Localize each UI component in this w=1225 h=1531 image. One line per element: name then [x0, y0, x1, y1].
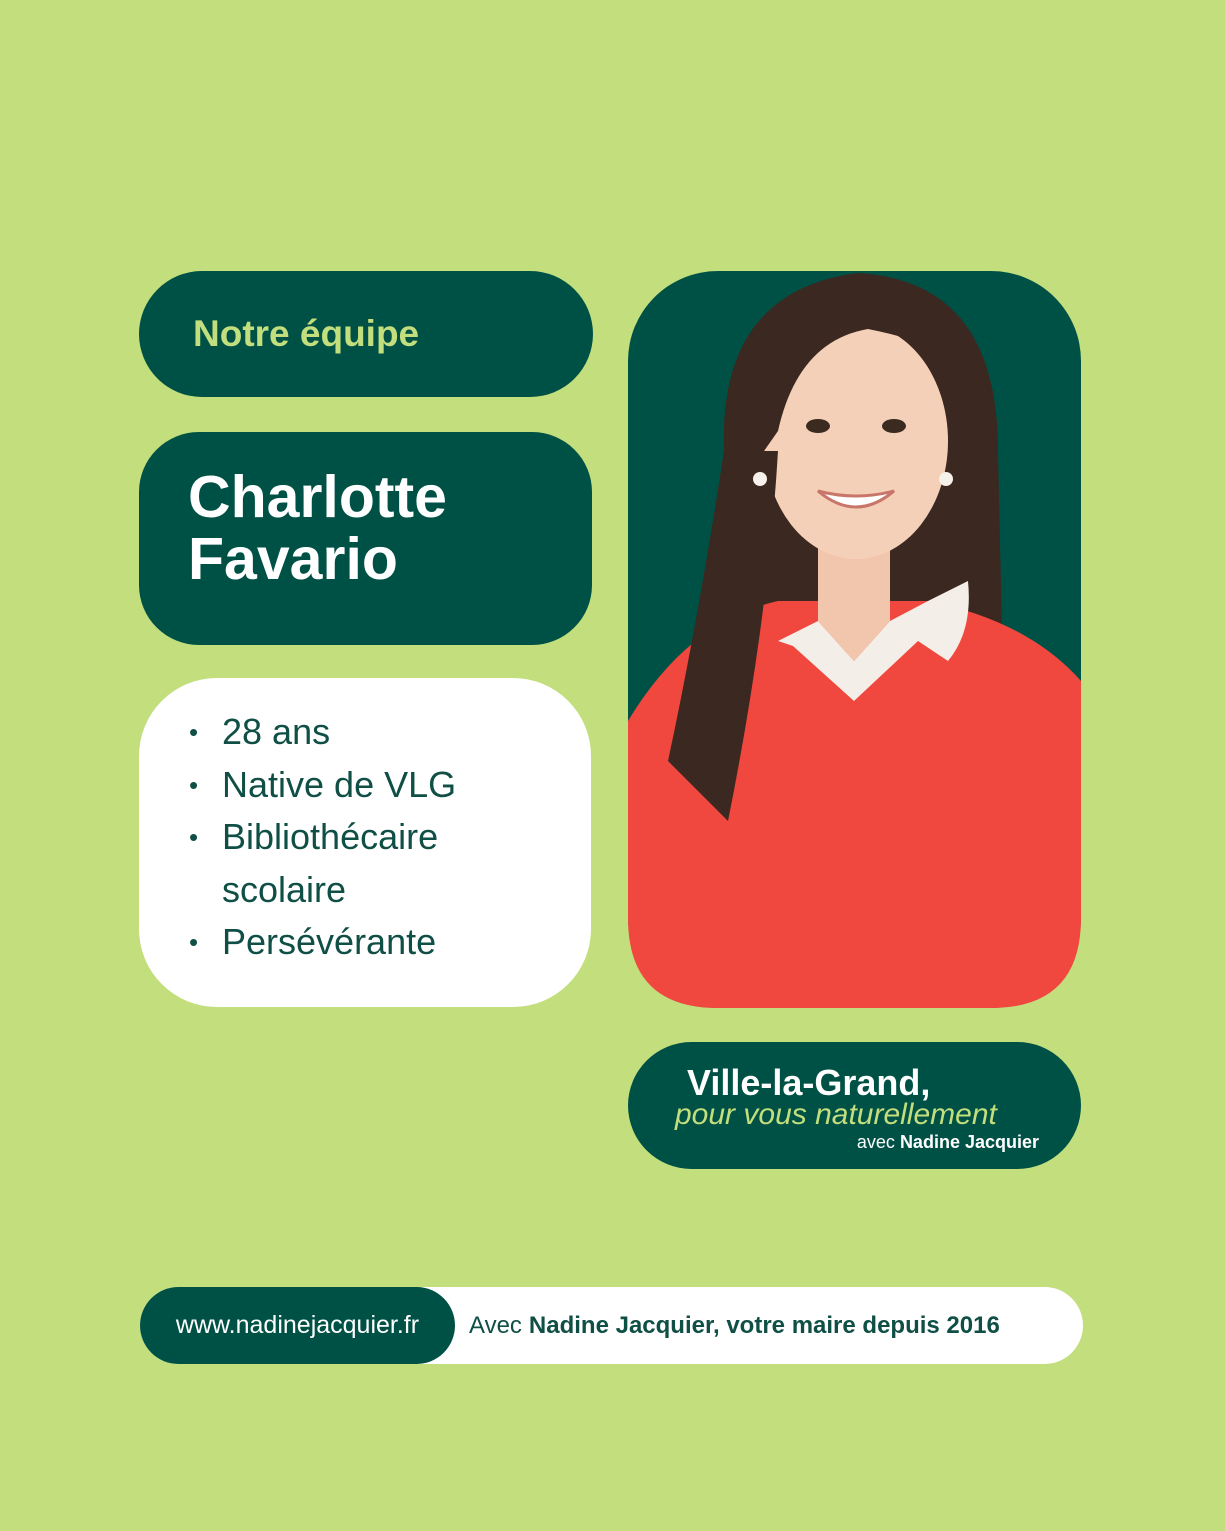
bullet-icon: • — [189, 717, 199, 747]
bullet-icon: • — [189, 769, 199, 800]
team-tag-label: Notre équipe — [193, 313, 420, 354]
member-first-name: Charlotte — [188, 464, 447, 530]
portrait-photo-icon — [628, 201, 1081, 1008]
member-last-name: Favario — [188, 526, 398, 592]
slogan-with-name: Nadine Jacquier — [899, 1132, 1039, 1152]
footer-bar — [140, 1287, 1083, 1364]
slogan-tagline: pour vous naturellement — [675, 1098, 997, 1131]
footer-prefix: Avec — [469, 1311, 522, 1339]
bullet-icon: • — [189, 822, 199, 852]
footer-mayor-text: Nadine Jacquier, votre maire depuis 2016 — [528, 1311, 1000, 1339]
fact-item — [187, 811, 522, 916]
facts-list — [187, 706, 591, 969]
fact-item — [187, 916, 522, 969]
slogan-with — [857, 1132, 1039, 1153]
fact-text: Bibliothécaire scolaire — [222, 816, 439, 910]
fact-item — [187, 706, 522, 759]
member-facts-card — [139, 678, 591, 1007]
bullet-icon: • — [189, 927, 199, 957]
footer-text — [469, 1287, 1000, 1364]
slogan-with-prefix: avec — [856, 1132, 895, 1152]
fact-text: 28 ans — [222, 711, 331, 752]
campaign-slogan-badge — [628, 1042, 1081, 1169]
slogan-city: Ville-la-Grand, — [687, 1062, 931, 1103]
member-name-card — [139, 432, 592, 645]
fact-item — [187, 759, 522, 812]
member-photo — [628, 271, 1081, 1008]
team-tag — [139, 271, 593, 397]
fact-text: Persévérante — [222, 921, 437, 962]
website-link[interactable]: www.nadinejacquier.fr — [140, 1287, 455, 1364]
fact-text: Native de VLG — [222, 763, 457, 805]
